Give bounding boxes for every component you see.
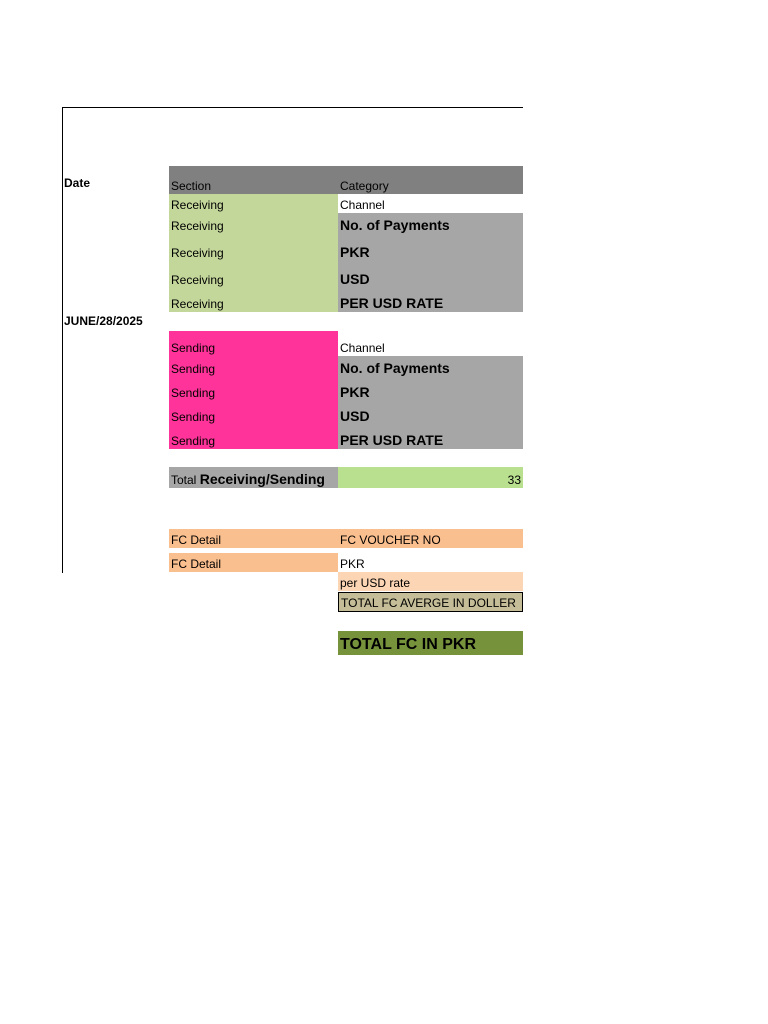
sending-channel-cell[interactable]: Channel: [338, 331, 523, 356]
header-category-cell[interactable]: Category: [338, 166, 523, 194]
sending-section-cell[interactable]: Sending: [169, 401, 338, 425]
receiving-rate-cell[interactable]: PER USD RATE: [338, 288, 523, 312]
fc-pkr-cell[interactable]: PKR: [338, 553, 523, 572]
sending-pkr-cell[interactable]: PKR: [338, 377, 523, 401]
fc-average-dollar-cell[interactable]: TOTAL FC AVERGE IN DOLLER: [338, 592, 523, 612]
sending-section-cell[interactable]: Sending: [169, 356, 338, 377]
fc-detail-cell[interactable]: FC Detail: [169, 529, 338, 548]
sheet-top-border: [62, 107, 523, 108]
fc-total-pkr-cell[interactable]: TOTAL FC IN PKR: [338, 631, 523, 655]
receiving-section-cell[interactable]: Receiving: [169, 194, 338, 213]
receiving-section-cell[interactable]: Receiving: [169, 288, 338, 312]
date-label: Date: [64, 176, 91, 190]
sending-usd-cell[interactable]: USD: [338, 401, 523, 425]
receiving-section-cell[interactable]: Receiving: [169, 261, 338, 288]
total-label-bold: Receiving/Sending: [199, 471, 325, 487]
header-section-cell[interactable]: Section: [169, 166, 338, 194]
receiving-pkr-cell[interactable]: PKR: [338, 234, 523, 261]
fc-per-usd-rate-cell[interactable]: per USD rate: [338, 572, 523, 591]
sending-section-cell[interactable]: Sending: [169, 425, 338, 449]
total-label-cell[interactable]: [169, 467, 338, 488]
fc-detail-cell[interactable]: FC Detail: [169, 553, 338, 572]
total-value-cell[interactable]: 33: [338, 467, 523, 488]
sheet-left-border: [62, 107, 63, 573]
sending-rate-cell[interactable]: PER USD RATE: [338, 425, 523, 449]
receiving-channel-cell[interactable]: Channel: [338, 194, 523, 213]
sending-section-cell[interactable]: Sending: [169, 331, 338, 356]
receiving-section-cell[interactable]: Receiving: [169, 213, 338, 234]
receiving-payments-cell[interactable]: No. of Payments: [338, 213, 523, 234]
fc-voucher-cell[interactable]: FC VOUCHER NO: [338, 529, 523, 548]
sending-section-cell[interactable]: Sending: [169, 377, 338, 401]
sending-payments-cell[interactable]: No. of Payments: [338, 356, 523, 377]
receiving-section-cell[interactable]: Receiving: [169, 234, 338, 261]
total-prefix: Total: [171, 473, 197, 487]
receiving-usd-cell[interactable]: USD: [338, 261, 523, 288]
date-value[interactable]: JUNE/28/2025: [64, 314, 143, 328]
